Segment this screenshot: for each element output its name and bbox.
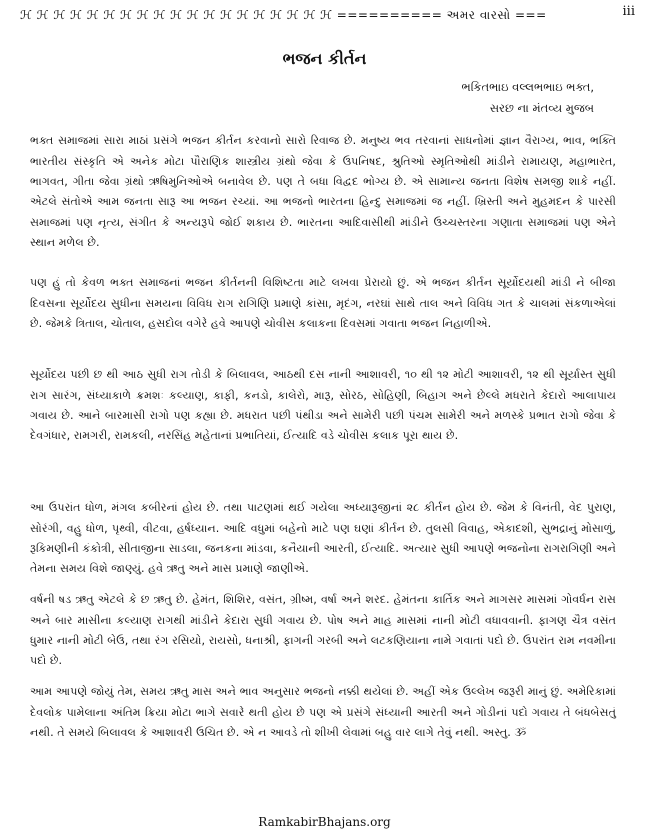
page-number: iii: [622, 4, 635, 19]
paragraph-1: ભક્ત સમાજમાં સારા માઠાં પ્રસંગે ભજન કીર્તન કરવાનો સારો રિવાજ છે. મનુષ્ય ભવ તરવાનાં સાધનોમાં જ્ઞાન વૈરાગ્ય, ભાવ, ભક્તિ ભારતીય સંસ્કૃતિ એ અનેક મોટા પૌરાણિક શાસ્ત્રીય ગ્રંથો જેવા કે ઉપનિષદ, શ્રુતિઓ સ્મૃતિઓથી માંડીને રામાયણ, મહાભારત, ભાગવત, ગીતા જેવા ગ્રંથો ઋષિમુનિઓએ બનાવેલ છે. પણ તે બધા વિદ્વદ ભોગ્ય છે. એ સામાન્ય જનતા વિશેષ સમજી શાકે નહીં. એટલે સંતોએ આમ જનતા સારૂ આ ભજન રચ્યાં. આ ભજનો ભારતના હિન્દુ સમાજમાં જ નહીં. ખ્રિસ્તી અને મુહમદન કે પારસી સમાજમાં પણ નૃત્ય, સંગીત કે અન્યરૂપે જોઈ શકાય છે. ભારતના આદિવાસીથી માંડીને ઉચ્ચસ્તરના ગણાતા સમાજમાં પણ એને સ્થાન મળેલ છે.: [30, 134, 616, 250]
paragraph-2: પણ હું તો કેવળ ભક્ત સમાજનાં ભજન કીર્તનની વિશિષ્ટતા માટે લખવા પ્રેરાયો છું. એ ભજન કીર્તન સૂર્યોદયથી માંડી ને બીજા દિવસના સૂર્યોદય સુધીના સમયના વિવિધ રાગ રાગિણિ પ્રમાણે કાંસા, મૃદંગ, નરઘાં સાથે તાલ અને વિવિધ ગત કે ચાલમાં સંકળાએલાં છે. જેમકે ત્રિતાલ, ચોતાલ, હસદોલ વગેરે હવે આપણે ચોવીસ કલાકના દિવસમાં ગવાતા ભજન નિહાળીએ.: [30, 276, 616, 330]
author-note: સરછ ના મંતવ્ય મુજબ: [489, 101, 594, 115]
decorative-header: ℋ ℋ ℋ ℋ ℋ ℋ ℋ ℋ ℋ ℋ ℋ ℋ ℋ ℋ ℋ ℋ ℋ ℋ ℋ ========== અમર વારસો ===: [20, 8, 547, 22]
page-title: ભજન કીર્તન: [282, 49, 367, 68]
paragraph-4: આ ઉપરાંત ધોળ, મંગલ કબીરનાં હોય છે. તથા પાટણમાં થઈ ગયેલા અધ્યારૂજીનાં ૨૮ કીર્તન હોય છે. જેમ કે વિનંતી, વેદ પુરાણ, સોરંગી, વહુ ધોળ, પૃથ્વી, વીટવા, હર્ષધ્યાન. આદિ વધુમાં બહેનો માટે પણ ઘણાં કીર્તન છે. તુલસી વિવાહ, એકાદશી, સુભદ્રાનું મોસાળું, રૂકિમણીની કંકોત્રી, સીતાજીના સાડલા, જનકના માંડવા, કનૈયાની આરતી, ઈત્યાદિ. અત્યાર સુધી આપણે ભજનોના રાગરાગિણી અને તેમના સમય વિશે જાણ્યું. હવે ઋતુ અને માસ પ્રમાણે જાણીએ.: [30, 501, 616, 576]
footer-website: RamkabirBhajans.org: [258, 815, 391, 829]
paragraph-5: વર્ષની ષડ ઋતુ એટલે કે છ ઋતુ છે. હેમંત, શિશિર, વસંત, ગ્રીષ્મ, વર્ષા અને શરદ. હેમંતના કાર્તિક અને માગસર માસમાં ગોવર્ધન રાસ અને બાર માસીના કલ્યાણ રાગથી માંડીને કેદારા સુધી ગવાય છે. પોષ અને માહ માસમાં નાની મોટી વધાવવાની. ફાગણ ચૈત્ર વસંત ધુમાર નાની મોટી બેઉ, તથા રંગ રસિયો, રાયસો, ધનાશ્રી, ફાગની ગરબી અને લટકણિયાના નામે ગવાતાં પદો છે. ઉપરાંત રામ નવમીના પદો છે.: [30, 593, 616, 668]
author-name: ભકિતભાઇ વલ્લભભાઇ ભક્ત,: [461, 80, 594, 94]
paragraph-3: સૂર્યોદય પછી છ થી આઠ સુધી રાગ તોડી કે બિલાવલ, આઠથી દસ નાની આશાવરી, ૧૦ થી ૧૨ મોટી આશાવરી, ૧૨ થી સૂર્યાસ્ત સુધી રાગ સારંગ, સંધ્યાકાળે ક્રમશઃ કલ્યાણ, કાફી, કનડો, કાલેરો, મારૂ, સોરઠ, સોહિણી, બિહાગ અને છેલ્લે મધરાતે કેદારો આલાપાય ગવાય છે. આને બારમાસી રાગો પણ કહ્યા છે. મધરાત પછી પંથીડા અને સામેરી પછી પંચમ સામેરી અને મળસ્કે પ્રભાત રાગો જેવા કે દેવગંધાર, રામગરી, રામકલી, નરસિંહ મહેતાનાં પ્રભાતિયાં, ઈત્યાદિ વડે ચોવીસ કલાક પૂરા થાય છે.: [30, 368, 616, 443]
paragraph-6: આમ આપણે જોયું તેમ, સમય ઋતુ માસ અને ભાવ અનુસાર ભજનો નક્કી થયેલાં છે. અહીં એક ઉલ્લેખ જરૂરી માનું છું. અમેરિકામાં દેવલોક પામેલાના અંતિમ ક્રિયા મોટા ભાગે સવારે થતી હોય છે પણ એ પ્રસંગે સંધ્યાની આરતી અને ગોડીનાં પદો ગવાય તે બંધબેસતું નથી. તે સમયે બિલાવલ કે આશાવરી ઉચિત છે. એ ન આવડે તો શીખી લેવામાં બહુ વાર લાગે તેવું નથી. અસ્તુ. ૐ: [30, 685, 616, 739]
